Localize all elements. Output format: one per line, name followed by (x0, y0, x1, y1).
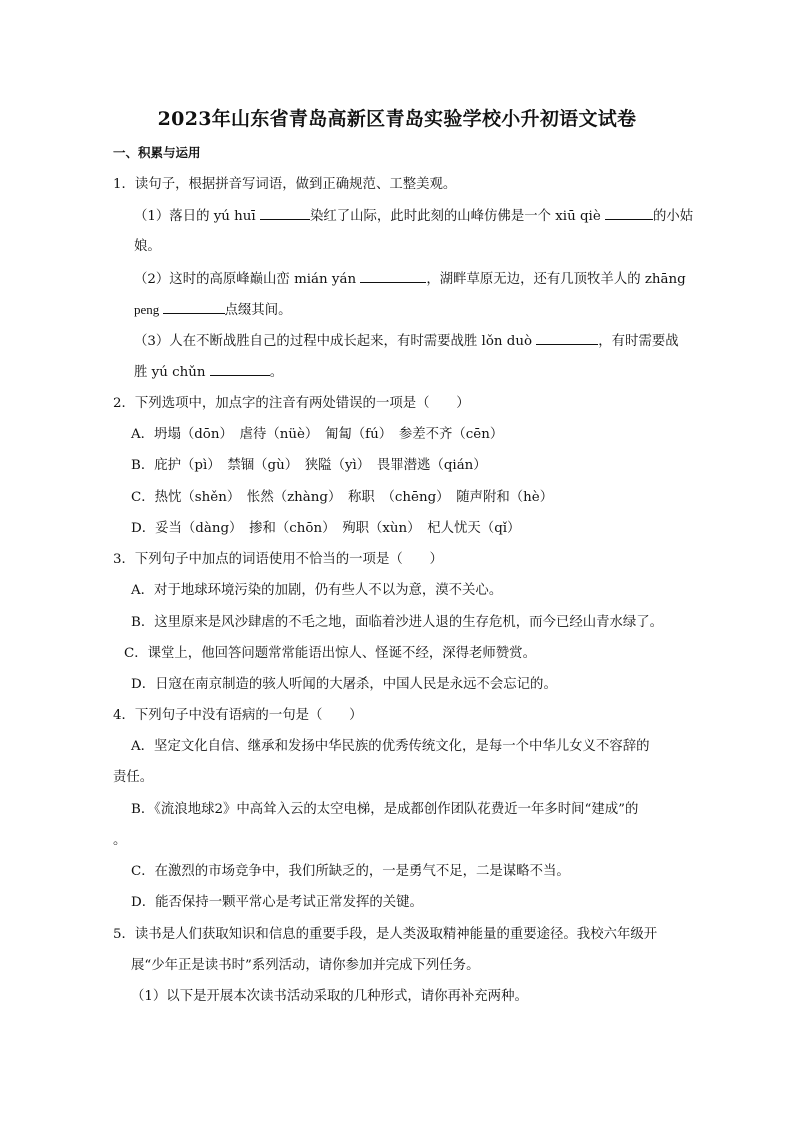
page-title: 2023年山东省青岛高新区青岛实验学校小升初语文试卷 (157, 108, 637, 130)
question-4-option-a-cont: 责任。 (113, 770, 154, 785)
sentence-text: ，湖畔草原无边，还有几顶牧羊人的 zhāng (426, 272, 686, 287)
question-4-option-b-cont: 。 (113, 833, 127, 848)
question-2-option-c[interactable]: C．热忱（shěn） 怅然（zhàng） 称职 （chēng） 随声附和（hè） (131, 490, 554, 505)
question-4-option-a[interactable]: A．坚定文化自信、继承和发扬中华民族的优秀传统文化，是每一个中华儿女义不容辞的 (131, 739, 650, 754)
question-3-stem: 3．下列句子中加点的词语使用不恰当的一项是（ ） (113, 552, 443, 567)
sentence-text: 。 (269, 365, 284, 380)
sentence-text: 胜 yú chǔn (134, 365, 210, 380)
sentence-text: （1）落日的 yú huī (134, 209, 260, 224)
answer-blank[interactable] (260, 206, 310, 220)
question-5-stem: 5．读书是人们获取知识和信息的重要手段，是人类汲取精神能量的重要途径。我校六年级开 (113, 927, 658, 942)
answer-blank[interactable] (163, 300, 225, 314)
question-2-option-b[interactable]: B．庇护（pì） 禁锢（gù） 狭隘（yì） 畏罪潜逃（qián） (131, 458, 487, 473)
question-4-stem: 4．下列句子中没有语病的一句是（ ） (113, 708, 363, 723)
question-3-option-c[interactable]: C．课堂上，他回答问题常常能语出惊人、怪诞不经，深得老师赞赏。 (124, 646, 536, 661)
question-1-sentence-1-cont: 娘。 (134, 239, 161, 254)
question-1-sentence-1 (134, 206, 693, 227)
answer-blank[interactable] (536, 331, 598, 345)
question-2-option-d[interactable]: D．妥当（dàng） 掺和（chōn） 殉职（xùn） 杞人忧天（qǐ） (131, 521, 521, 536)
sentence-text: 的小姑 (653, 209, 694, 224)
question-1-sentence-2 (134, 269, 686, 290)
question-4-option-d[interactable]: D．能否保持一颗平常心是考试正常发挥的关键。 (131, 895, 423, 910)
question-3-option-d[interactable]: D．日寇在南京制造的骇人听闻的大屠杀，中国人民是永远不会忘记的。 (131, 677, 557, 692)
section-heading: 一、积累与运用 (113, 145, 201, 160)
question-1-sentence-3 (134, 331, 679, 352)
question-4-option-c[interactable]: C．在激烈的市场竞争中，我们所缺乏的，一是勇气不足，二是谋略不当。 (131, 864, 570, 879)
question-3-option-a[interactable]: A．对于地球环境污染的加剧，仍有些人不以为意，漠不关心。 (131, 583, 503, 598)
answer-blank[interactable] (605, 206, 653, 220)
sentence-text: 染红了山际，此时此刻的山峰仿佛是一个 xiū qiè (309, 209, 606, 224)
answer-blank[interactable] (360, 269, 426, 283)
sentence-text: （2）这时的高原峰巅山峦 mián yán (134, 272, 361, 287)
sentence-text: （3）人在不断战胜自己的过程中成长起来，有时需要战胜 lǒn duò (134, 334, 537, 349)
question-1-sentence-2-cont (134, 300, 291, 321)
question-5-sub-1: （1）以下是开展本次读书活动采取的几种形式，请你再补充两种。 (131, 989, 528, 1004)
question-5-stem-cont: 展“少年正是读书时”系列活动，请你参加并完成下列任务。 (131, 958, 480, 973)
question-1-sentence-3-cont (134, 362, 283, 383)
question-2-stem: 2．下列选项中，加点字的注音有两处错误的一项是（ ） (113, 396, 470, 411)
question-3-option-b[interactable]: B．这里原来是风沙肆虐的不毛之地，面临着沙进人退的生存危机，而今已经山青水绿了。 (131, 615, 664, 630)
answer-blank[interactable] (210, 362, 270, 376)
question-2-option-a[interactable]: A．坍塌（dōn） 虐待（nüè） 匍匐（fú） 参差不齐（cēn） (131, 427, 504, 442)
question-1-stem: 1．读句子，根据拼音写词语，做到正确规范、工整美观。 (113, 177, 457, 192)
sentence-text: peng (134, 302, 163, 317)
question-4-option-b[interactable]: B．《流浪地球2》中高耸入云的太空电梯，是成都创作团队花费近一年多时间“建成”的 (131, 802, 639, 817)
sentence-text: 点缀其间。 (224, 303, 292, 318)
sentence-text: ，有时需要战 (598, 334, 679, 349)
